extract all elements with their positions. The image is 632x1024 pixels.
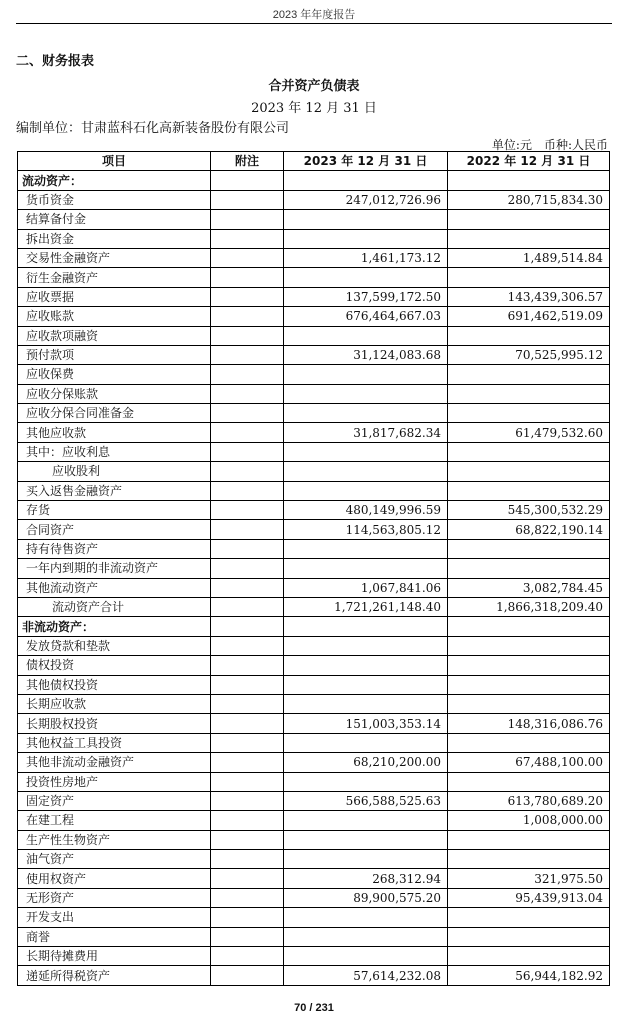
note-cell xyxy=(211,210,284,229)
table-row xyxy=(18,287,610,306)
note-cell xyxy=(211,190,284,209)
prior-period-value xyxy=(448,830,610,849)
current-period-value: 31,817,682.34 xyxy=(284,423,448,442)
item-cell: 开发支出 xyxy=(18,908,211,927)
item-cell: 投资性房地产 xyxy=(18,772,211,791)
current-period-value xyxy=(284,850,448,869)
unit-currency-line: 单位:元 币种:人民币 xyxy=(491,138,608,152)
table-row xyxy=(18,753,610,772)
item-cell: 持有待售资产 xyxy=(18,539,211,558)
item-cell: 应收分保账款 xyxy=(18,384,211,403)
note-cell xyxy=(211,597,284,616)
prior-period-value xyxy=(448,617,610,636)
current-period-value xyxy=(284,656,448,675)
current-period-value xyxy=(284,384,448,403)
current-period-value: 247,012,726.96 xyxy=(284,190,448,209)
prior-period-value xyxy=(448,850,610,869)
table-row xyxy=(18,694,610,713)
prior-period-value xyxy=(448,772,610,791)
item-cell: 固定资产 xyxy=(18,791,211,810)
current-period-value xyxy=(284,908,448,927)
table-row xyxy=(18,190,610,209)
current-period-value xyxy=(284,365,448,384)
table-row xyxy=(18,714,610,733)
table-row xyxy=(18,733,610,752)
header-prior-period: 2022 年 12 月 31 日 xyxy=(448,152,610,171)
table-row xyxy=(18,772,610,791)
table-header-row xyxy=(18,152,610,171)
table-row xyxy=(18,171,610,190)
current-period-value xyxy=(284,675,448,694)
table-row xyxy=(18,869,610,888)
table-row xyxy=(18,365,610,384)
prior-period-value xyxy=(448,559,610,578)
prior-period-value: 67,488,100.00 xyxy=(448,753,610,772)
table-row xyxy=(18,850,610,869)
current-period-value xyxy=(284,559,448,578)
current-period-value xyxy=(284,210,448,229)
item-cell: 其他非流动金融资产 xyxy=(18,753,211,772)
table-row xyxy=(18,384,610,403)
item-cell: 债权投资 xyxy=(18,656,211,675)
item-cell: 交易性金融资产 xyxy=(18,248,211,267)
table-row xyxy=(18,248,610,267)
current-period-value xyxy=(284,636,448,655)
table-row xyxy=(18,966,610,985)
note-cell xyxy=(211,791,284,810)
document-date: 2023 年 12 月 31 日 xyxy=(251,101,377,116)
item-cell: 其他债权投资 xyxy=(18,675,211,694)
prior-period-value: 56,944,182.92 xyxy=(448,966,610,985)
note-cell xyxy=(211,578,284,597)
header-current-period: 2023 年 12 月 31 日 xyxy=(284,152,448,171)
compiling-entity: 编制单位：甘肃蓝科石化高新装备股份有限公司 xyxy=(16,121,290,136)
note-cell xyxy=(211,753,284,772)
current-period-value xyxy=(284,404,448,423)
note-cell xyxy=(211,733,284,752)
table-row xyxy=(18,307,610,326)
note-cell xyxy=(211,675,284,694)
current-period-value xyxy=(284,481,448,500)
table-row xyxy=(18,675,610,694)
item-cell: 其他权益工具投资 xyxy=(18,733,211,752)
prior-period-value xyxy=(448,210,610,229)
note-cell xyxy=(211,947,284,966)
note-cell xyxy=(211,404,284,423)
item-cell: 应收保费 xyxy=(18,365,211,384)
item-cell: 长期待摊费用 xyxy=(18,947,211,966)
prior-period-value xyxy=(448,927,610,946)
item-cell: 一年内到期的非流动资产 xyxy=(18,559,211,578)
item-cell: 结算备付金 xyxy=(18,210,211,229)
table-row xyxy=(18,636,610,655)
table-row xyxy=(18,501,610,520)
prior-period-value: 1,008,000.00 xyxy=(448,811,610,830)
table-row xyxy=(18,947,610,966)
prior-period-value: 280,715,834.30 xyxy=(448,190,610,209)
prior-period-value: 1,489,514.84 xyxy=(448,248,610,267)
prior-period-value xyxy=(448,442,610,461)
running-header: 2023 年年度报告 xyxy=(272,9,356,21)
note-cell xyxy=(211,248,284,267)
current-period-value: 89,900,575.20 xyxy=(284,888,448,907)
current-period-value xyxy=(284,694,448,713)
item-cell: 预付款项 xyxy=(18,345,211,364)
note-cell xyxy=(211,287,284,306)
prior-period-value xyxy=(448,539,610,558)
current-period-value xyxy=(284,733,448,752)
item-cell: 长期应收款 xyxy=(18,694,211,713)
prior-period-value xyxy=(448,908,610,927)
note-cell xyxy=(211,927,284,946)
note-cell xyxy=(211,539,284,558)
note-cell xyxy=(211,656,284,675)
current-period-value xyxy=(284,772,448,791)
table-row xyxy=(18,442,610,461)
note-cell xyxy=(211,520,284,539)
prior-period-value: 613,780,689.20 xyxy=(448,791,610,810)
note-cell xyxy=(211,830,284,849)
current-period-value xyxy=(284,326,448,345)
table-row xyxy=(18,481,610,500)
item-cell: 应收股利 xyxy=(18,462,211,481)
current-period-value xyxy=(284,617,448,636)
section-heading-cell: 流动资产： xyxy=(18,171,211,190)
prior-period-value xyxy=(448,636,610,655)
prior-period-value: 70,525,995.12 xyxy=(448,345,610,364)
note-cell xyxy=(211,617,284,636)
table-row xyxy=(18,791,610,810)
prior-period-value xyxy=(448,171,610,190)
table-row xyxy=(18,617,610,636)
prior-period-value xyxy=(448,462,610,481)
prior-period-value: 143,439,306.57 xyxy=(448,287,610,306)
table-row xyxy=(18,229,610,248)
item-cell: 应收分保合同准备金 xyxy=(18,404,211,423)
current-period-value xyxy=(284,462,448,481)
note-cell xyxy=(211,908,284,927)
current-period-value xyxy=(284,811,448,830)
balance-sheet-table xyxy=(17,151,610,986)
section-heading-cell: 非流动资产： xyxy=(18,617,211,636)
note-cell xyxy=(211,229,284,248)
note-cell xyxy=(211,365,284,384)
note-cell xyxy=(211,694,284,713)
prior-period-value: 691,462,519.09 xyxy=(448,307,610,326)
item-cell: 流动资产合计 xyxy=(18,597,211,616)
item-cell: 应收票据 xyxy=(18,287,211,306)
header-rule xyxy=(16,23,612,24)
prior-period-value xyxy=(448,404,610,423)
item-cell: 无形资产 xyxy=(18,888,211,907)
prior-period-value xyxy=(448,384,610,403)
current-period-value xyxy=(284,268,448,287)
current-period-value: 566,588,525.63 xyxy=(284,791,448,810)
current-period-value: 151,003,353.14 xyxy=(284,714,448,733)
prior-period-value xyxy=(448,675,610,694)
table-row xyxy=(18,559,610,578)
current-period-value: 268,312.94 xyxy=(284,869,448,888)
item-cell: 油气资产 xyxy=(18,850,211,869)
note-cell xyxy=(211,442,284,461)
note-cell xyxy=(211,462,284,481)
item-cell: 发放贷款和垫款 xyxy=(18,636,211,655)
table-row xyxy=(18,597,610,616)
table-row xyxy=(18,830,610,849)
note-cell xyxy=(211,501,284,520)
current-period-value: 676,464,667.03 xyxy=(284,307,448,326)
prior-period-value: 1,866,318,209.40 xyxy=(448,597,610,616)
current-period-value: 1,067,841.06 xyxy=(284,578,448,597)
item-cell: 买入返售金融资产 xyxy=(18,481,211,500)
prior-period-value xyxy=(448,656,610,675)
prior-period-value xyxy=(448,947,610,966)
prior-period-value xyxy=(448,268,610,287)
prior-period-value xyxy=(448,694,610,713)
prior-period-value xyxy=(448,229,610,248)
note-cell xyxy=(211,811,284,830)
current-period-value xyxy=(284,947,448,966)
item-cell: 长期股权投资 xyxy=(18,714,211,733)
item-cell: 衍生金融资产 xyxy=(18,268,211,287)
item-cell: 生产性生物资产 xyxy=(18,830,211,849)
prior-period-value xyxy=(448,733,610,752)
table-row xyxy=(18,462,610,481)
table-row xyxy=(18,811,610,830)
prior-period-value: 68,822,190.14 xyxy=(448,520,610,539)
note-cell xyxy=(211,171,284,190)
table-row xyxy=(18,656,610,675)
note-cell xyxy=(211,869,284,888)
balance-sheet-body xyxy=(18,171,610,985)
note-cell xyxy=(211,423,284,442)
current-period-value xyxy=(284,171,448,190)
item-cell: 其他应收款 xyxy=(18,423,211,442)
table-row xyxy=(18,927,610,946)
current-period-value: 137,599,172.50 xyxy=(284,287,448,306)
table-row xyxy=(18,888,610,907)
prior-period-value: 148,316,086.76 xyxy=(448,714,610,733)
table-row xyxy=(18,326,610,345)
current-period-value xyxy=(284,539,448,558)
note-cell xyxy=(211,636,284,655)
item-cell: 商誉 xyxy=(18,927,211,946)
current-period-value xyxy=(284,927,448,946)
item-cell: 其他流动资产 xyxy=(18,578,211,597)
table-row xyxy=(18,539,610,558)
section-title: 二、财务报表 xyxy=(16,54,95,69)
note-cell xyxy=(211,345,284,364)
prior-period-value: 545,300,532.29 xyxy=(448,501,610,520)
note-cell xyxy=(211,559,284,578)
item-cell: 在建工程 xyxy=(18,811,211,830)
note-cell xyxy=(211,714,284,733)
prior-period-value: 95,439,913.04 xyxy=(448,888,610,907)
note-cell xyxy=(211,850,284,869)
note-cell xyxy=(211,481,284,500)
item-cell: 合同资产 xyxy=(18,520,211,539)
table-row xyxy=(18,210,610,229)
table-row xyxy=(18,423,610,442)
item-cell: 应收账款 xyxy=(18,307,211,326)
current-period-value: 31,124,083.68 xyxy=(284,345,448,364)
current-period-value xyxy=(284,229,448,248)
prior-period-value: 61,479,532.60 xyxy=(448,423,610,442)
note-cell xyxy=(211,966,284,985)
item-cell: 应收款项融资 xyxy=(18,326,211,345)
item-cell: 拆出资金 xyxy=(18,229,211,248)
current-period-value xyxy=(284,442,448,461)
current-period-value: 1,721,261,148.40 xyxy=(284,597,448,616)
note-cell xyxy=(211,888,284,907)
item-cell: 递延所得税资产 xyxy=(18,966,211,985)
item-cell: 货币资金 xyxy=(18,190,211,209)
note-cell xyxy=(211,326,284,345)
table-row xyxy=(18,578,610,597)
prior-period-value: 3,082,784.45 xyxy=(448,578,610,597)
table-row xyxy=(18,520,610,539)
prior-period-value: 321,975.50 xyxy=(448,869,610,888)
prior-period-value xyxy=(448,365,610,384)
table-row xyxy=(18,404,610,423)
current-period-value: 480,149,996.59 xyxy=(284,501,448,520)
current-period-value: 57,614,232.08 xyxy=(284,966,448,985)
prior-period-value xyxy=(448,326,610,345)
note-cell xyxy=(211,384,284,403)
current-period-value: 1,461,173.12 xyxy=(284,248,448,267)
note-cell xyxy=(211,268,284,287)
table-row xyxy=(18,908,610,927)
note-cell xyxy=(211,307,284,326)
item-cell: 其中：应收利息 xyxy=(18,442,211,461)
current-period-value: 114,563,805.12 xyxy=(284,520,448,539)
current-period-value xyxy=(284,830,448,849)
header-item: 项目 xyxy=(18,152,211,171)
item-cell: 存货 xyxy=(18,501,211,520)
document-title: 合并资产负债表 xyxy=(268,79,360,94)
header-note: 附注 xyxy=(211,152,284,171)
current-period-value: 68,210,200.00 xyxy=(284,753,448,772)
item-cell: 使用权资产 xyxy=(18,869,211,888)
prior-period-value xyxy=(448,481,610,500)
page-number: 70 / 231 xyxy=(294,1002,334,1014)
table-row xyxy=(18,268,610,287)
table-row xyxy=(18,345,610,364)
note-cell xyxy=(211,772,284,791)
